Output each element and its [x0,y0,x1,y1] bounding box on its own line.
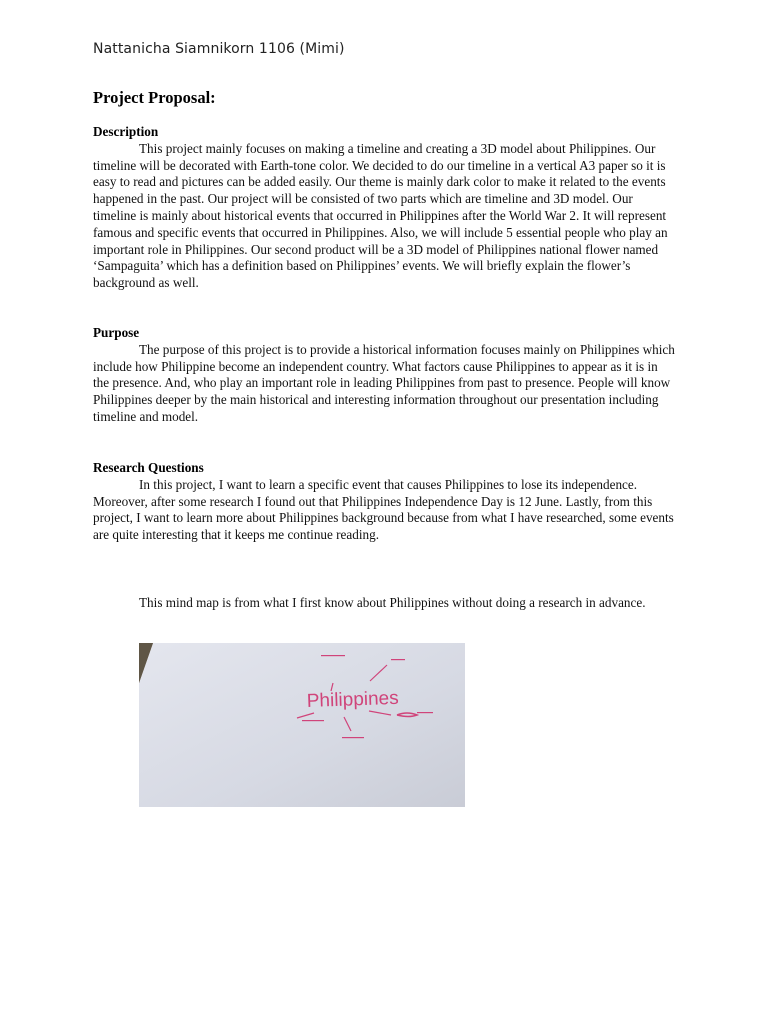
research-questions-body: In this project, I want to learn a specific event that causes Philippines to lose its independence. Moreover, after some research I found out that Philippines Independence Day is 12 June. Lastly, from this project, I want to learn more about Philippines background because from what I have researched, some events are quite interesting that it keeps me continue reading. [93,476,674,543]
purpose-section [93,325,675,426]
purpose-body: The purpose of this project is to provide a historical information focuses mainly on Philippines which include how Philippine become an independent country. What factors cause Philippines to appear as it is in the presence. And, who play an important role in leading Philippines from past to presence. People will know Philippines deeper by the main historical and interesting information throughout our presentation including timeline and model. [93,341,675,424]
description-heading: Description [93,124,159,139]
description-section [93,124,675,292]
research-questions-heading: Research Questions [93,460,204,475]
mind-map-center-word: Philippines [306,687,400,712]
purpose-heading: Purpose [93,325,140,340]
description-body: This project mainly focuses on making a timeline and creating a 3D model about Philippines. Our timeline will be decorated with Earth-tone color. We decided to do our timeline in a vertical A3 paper so it is easy to read and pictures can be added easily. Our theme is mainly dark color to make it related to the events happened in the past. Our project will be consisted of two parts which are timeline and 3D model. Our timeline is mainly about historical events that occurred in Philippines after the World War 2. It will represent famous and specific events that occurred in Philippines. Also, we will include 5 essential people who play an important role in Philippines. Our second product will be a 3D model of Philippines national flower named ‘Sampaguita’ which has a definition based on Philippines’ events. We will briefly explain the flower’s background as well. [93,140,668,291]
mind-map-photo [139,643,465,807]
photo-paper [139,643,465,807]
author-line: Nattanicha Siamnikorn 1106 (Mimi) [93,41,345,57]
mind-map-intro: This mind map is from what I first know about Philippines without doing a research in advance. [139,595,646,610]
document-title: Project Proposal: [93,88,216,107]
mind-map-section [93,595,675,612]
research-questions-section [93,460,675,544]
